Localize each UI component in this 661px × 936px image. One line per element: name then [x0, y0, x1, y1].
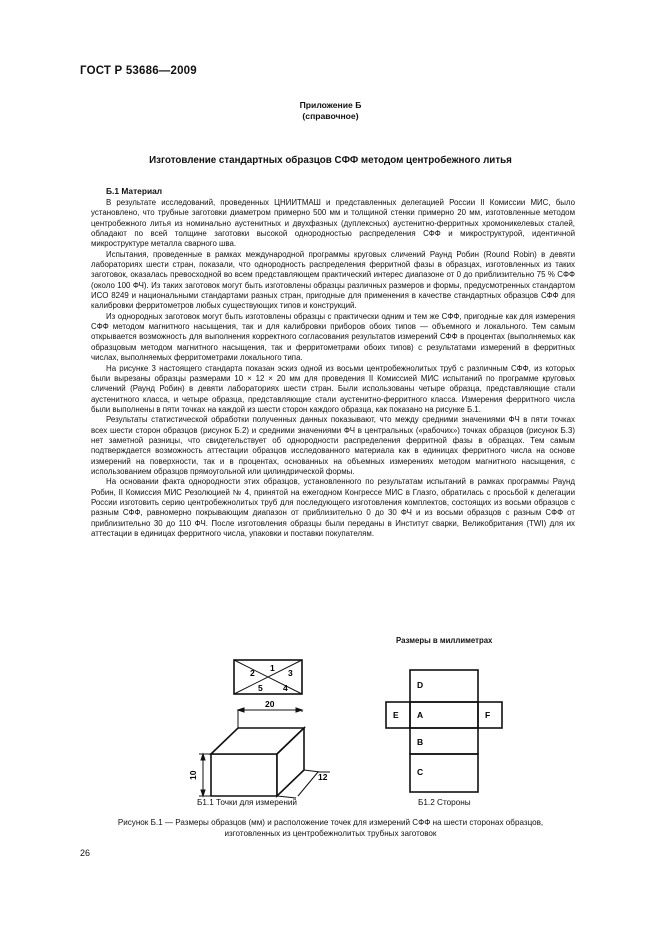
paragraph: Испытания, проведенные в рамках международной программы круговых сличений Раунд Робин (Round Robin) в девяти лабораториях шести стран, показали, что однородность распределения ферритной фазы в образцах, изготовленных из таких заготовок, оказалась превосходной во всем представляющем практический интерес диапазоне от 0 до приблизительно 75 % СФФ (около 100 ФЧ). Из таких заготовок могут быть изготовлены образцы различных размеров и формы, предусмотренных стандартом ИСО 8249 и национальными стандартами разных стран, пригодные для применения в качестве стандартных образцов СФФ для калибровки ферритометров любых существующих типов и конструкций.: [91, 249, 575, 311]
standard-header: ГОСТ Р 53686—2009: [80, 65, 197, 77]
point-label: 4: [283, 683, 288, 693]
appendix-type: (справочное): [302, 111, 359, 121]
figure-caption-line: Рисунок Б.1 — Размеры образцов (мм) и расположение точек для измерений СФФ на шести сторонах образцов,: [117, 818, 544, 827]
appendix-label: Приложение Б: [299, 100, 362, 110]
subsection-heading: Б.1 Материал: [106, 186, 163, 196]
paragraph: На рисунке 3 настоящего стандарта показан эскиз одной из восьми центробежнолитых труб с различным СФФ, из которых были вырезаны образцы размерами 10 × 12 × 20 мм для проведения II Комиссией МИС испытаний по программе круговых сличений (Раунд Робин) в девяти лабораториях шести стран. Были использованы четыре образца, представляющие стали аустенитного класса, и четыре образца, представляющие стали аустенитно-ферритного класса. Измерения ферритного числа были выполнены в пяти точках на каждой из шести сторон каждого образца, как показано на рисунке Б.1.: [91, 363, 575, 414]
point-label: 1: [270, 663, 275, 673]
face-label-f: F: [485, 710, 491, 720]
face-label-d: D: [417, 680, 424, 690]
figure-caption: [0, 818, 661, 839]
page-number: 26: [80, 848, 91, 858]
faces-net: [386, 670, 502, 792]
dim-label-width: 12: [318, 772, 328, 782]
paragraph: На основании факта однородности этих образцов, установленного по результатам испытаний в рамках программы Раунд Робин, II Комиссия МИС Резолюцией № 4, принятой на ежегодном Конгрессе МИС в Глазго, обратилась с просьбой к делегации России изготовить серию центробежнолитых труб для последующего изготовления комплектов, состоящих из восьми образцов с разным СФФ, равномерно покрывающим диапазон от приблизительно 0 до 30 ФЧ и из восьми образцов с разным СФФ от приблизительно 30 до 110 ФЧ. После изготовления образцы были переданы в Институт сварки, Великобритания (TWI) для их аттестации в единицах ферритного числа, упаковки и поставки покупателям.: [91, 477, 575, 538]
figure-caption-line: изготовленных из центробежнолитых трубных заготовок: [224, 828, 437, 838]
dim-label-height: 10: [188, 770, 198, 780]
subfigure-caption-points: Б1.1 Точки для измерений: [197, 798, 298, 807]
subfigure-caption-faces: Б1.2 Стороны: [418, 798, 471, 807]
paragraph: Из однородных заготовок могут быть изготовлены образцы с практически одним и тем же СФФ, пригодные как для измерения СФФ методом магнитного насыщения, так и для калибровки приборов обоих типов — объемного и локального. Тем самым открывается возможность для выполнения корректного согласования результатов измерений СФФ в процентах (выполняемых как образцовым методом магнитного насыщения, так и ферритометрами обоих типов) с результатами измерений в ферритных числах, выполняемых ферритометрами локального типа.: [91, 311, 575, 363]
specimen-box: [211, 728, 304, 796]
face-label-c: C: [417, 767, 424, 777]
point-label: 5: [258, 683, 263, 693]
paragraph: В результате исследований, проведенных ЦНИИТМАШ и представленных делегацией России II Комиссии МИС, было установлено, что трубные заготовки диаметром примерно 500 мм и толщиной стенки примерно 20 мм, изготовленные методом центробежного литья из номинально аустенитных и двухфазных (дуплексных) аустенитно-ферритных хромоникелевых сталей, обладают по всей толщине заготовки высокой однородностью распределения СФФ и микроструктурой, идентичной микроструктуре металла сварного шва.: [91, 198, 575, 249]
dim-label-length: 20: [265, 699, 275, 709]
face-label-a: A: [417, 710, 424, 720]
paragraph: Результаты статистической обработки полученных данных показывают, что между средними значениями ФЧ в пяти точках всех шести сторон образцов (рисунок Б.2) и средними значениями ФЧ в центральных («рабочих») точках образцов (рисунок Б.3) нет заметной разницы, что свидетельствует об однородности распределения ферритной фазы в образцах. Тем самым подтверждается возможность аттестации образцов исследованного материала как в единицах ферритного числа на основе измерений на поверхности, так и в процентах, основанных на объемных измерениях методом магнитного насыщения, с использованием образцов прямоугольной или цилиндрической формы.: [91, 415, 575, 476]
face-label-b: B: [417, 737, 424, 747]
point-label: 3: [288, 668, 293, 678]
dim-line-width: [298, 772, 318, 796]
face-label-e: E: [393, 710, 399, 720]
section-title: Изготовление стандартных образцов СФФ методом центробежного литья: [149, 155, 512, 166]
units-note: Размеры в миллиметрах: [396, 636, 493, 645]
point-label: 2: [250, 668, 255, 678]
